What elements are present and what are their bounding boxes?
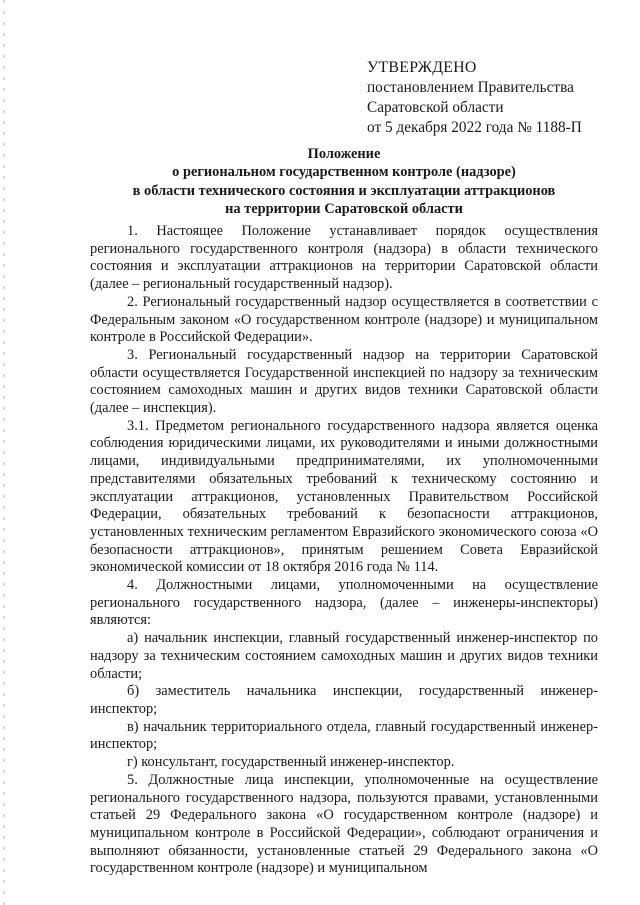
- list-item: в) начальник территориального отдела, главный государственный инженер-инспектор;: [90, 718, 598, 753]
- approval-heading: УТВЕРЖДЕНО: [367, 59, 477, 76]
- approval-line: постановлением Правительства: [367, 79, 574, 96]
- paragraph: 3. Региональный государственный надзор на территории Саратовской области осуществляется Государственной инспекцией по надзору за техническим состоянием самоходных машин и других видов техники Саратовской области (далее – инспекция).: [90, 346, 598, 417]
- title-line: на территории Саратовской области: [225, 201, 463, 218]
- list-item: а) начальник инспекции, главный государственный инженер-инспектор по надзору за техническим состоянием самоходных машин и других видов техники области;: [90, 630, 598, 682]
- paragraph: 1. Настоящее Положение устанавливает порядок осуществления регионального государственного контроля (надзора) в области технического состояния и эксплуатации аттракционов на территории Саратовской области (далее – региональный государственный надзор).: [90, 223, 598, 293]
- list-item: б) заместитель начальника инспекции, государственный инженер-инспектор;: [90, 683, 598, 717]
- approval-line: Саратовской области: [367, 99, 504, 116]
- list-item: г) консультант, государственный инженер-инспектор.: [127, 754, 455, 771]
- paragraph: 3.1. Предметом регионального государственного надзора является оценка соблюдения юридическими лицами, их руководителями и иными должностными лицами, индивидуальными предпринимателями, их уполномоченными представителями обязательных требований к техническому состоянию и эксплуатации аттракционов, установленных Правительством Российской Федерации, обязательных требований к безопасности аттракционов, установленных техническим регламентом Евразийского экономического союза «О безопасности аттракционов», принятым решением Совета Евразийской экономической комиссии от 18 октября 2016 года № 114.: [90, 417, 598, 576]
- approval-stamp: [367, 58, 617, 138]
- paragraph: 5. Должностные лица инспекции, уполномоченные на осуществление регионального государственного надзора, пользуются правами, установленными статьей 29 Федерального закона «О государственном контроле (надзоре) и муниципальном контроле в Российской Федерации», соблюдают ограничения и выполняют обязанности, установленные статьей 29 Федерального закона «О государственном контроле (надзоре) и муниципальном: [90, 771, 598, 877]
- document-title: [90, 145, 598, 219]
- title-line: о региональном государственном контроле (надзоре): [172, 164, 516, 181]
- title-line: в области технического состояния и эксплуатации аттракционов: [132, 182, 556, 199]
- document-body: [90, 223, 598, 878]
- scan-edge-marks: [3, 0, 5, 905]
- paragraph: 2. Региональный государственный надзор осуществляется в соответствии с Федеральным законом «О государственном контроле (надзоре) и муниципальном контроле в Российской Федерации».: [90, 293, 598, 346]
- paragraph: 4. Должностными лицами, уполномоченными на осуществление регионального государственного надзора, (далее – инженеры-инспекторы) являются:: [90, 577, 598, 629]
- approval-line: от 5 декабря 2022 года № 1188-П: [367, 119, 582, 136]
- title-line: Положение: [307, 146, 381, 162]
